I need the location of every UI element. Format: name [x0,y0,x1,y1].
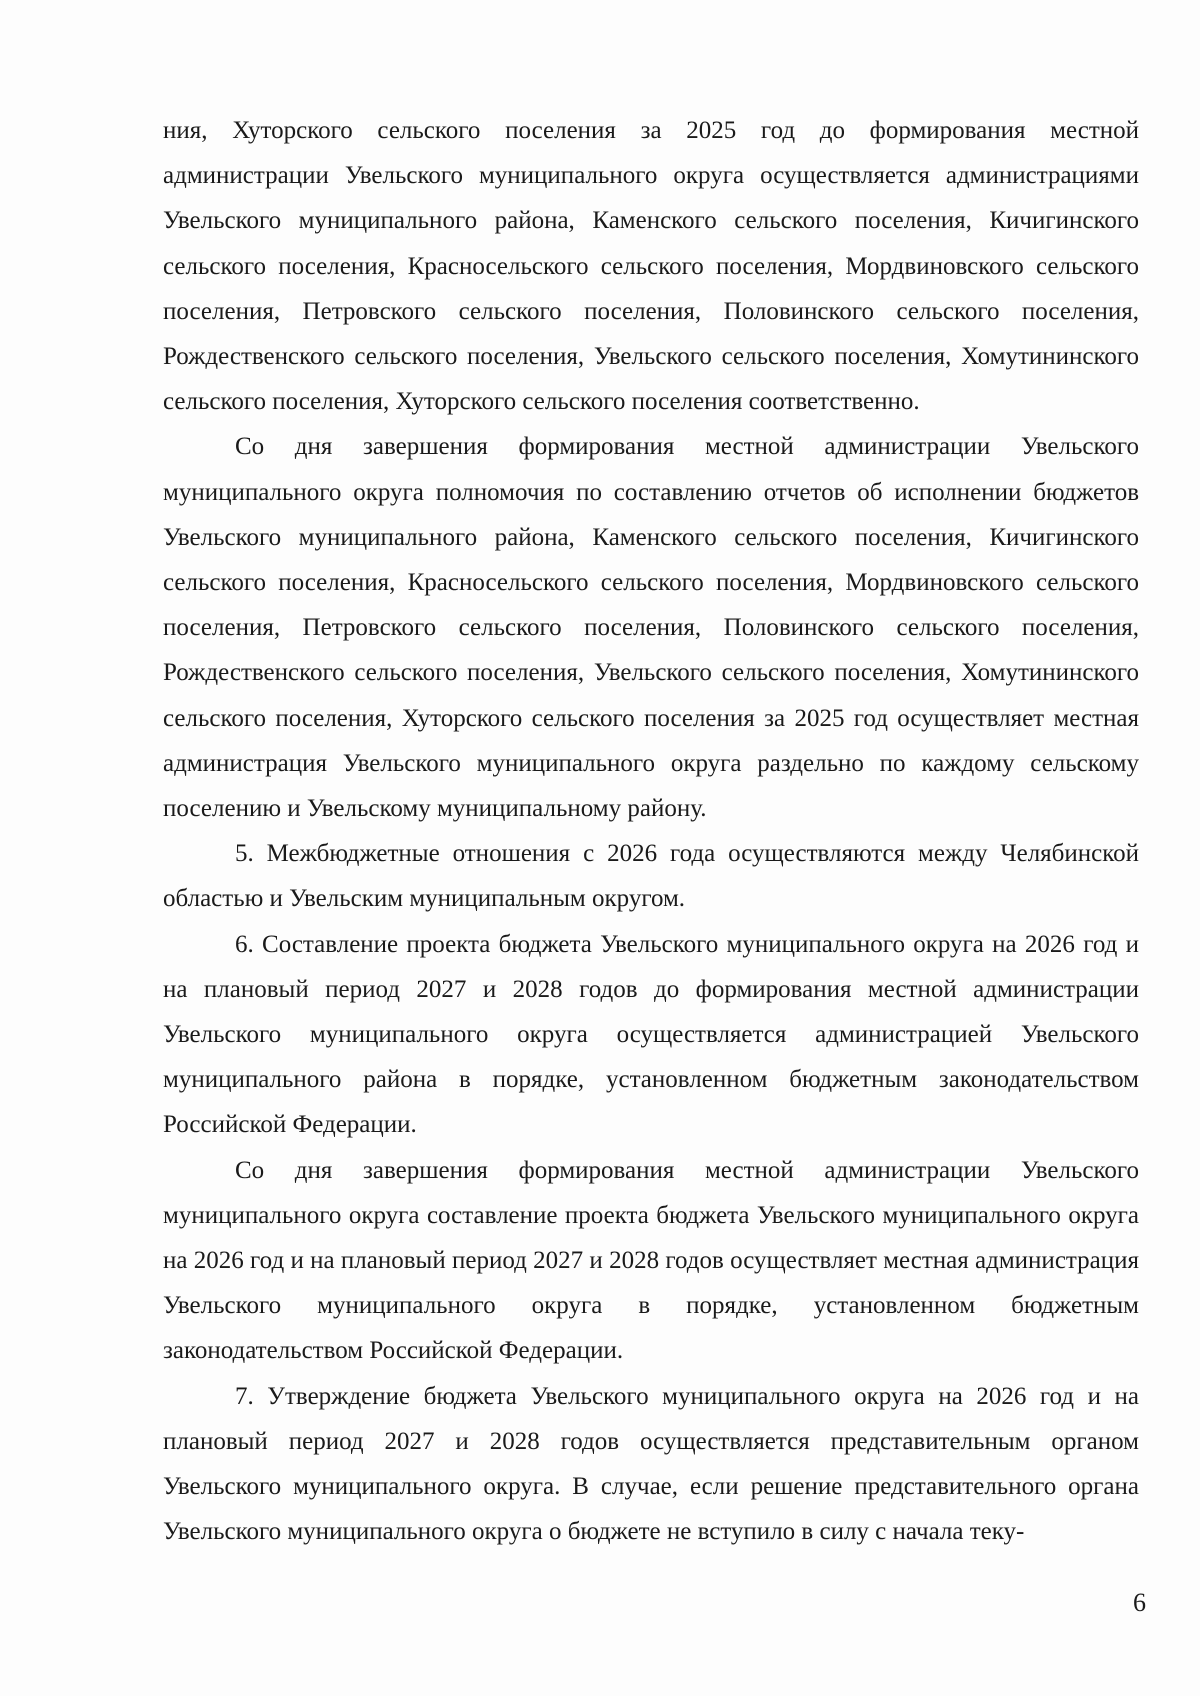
paragraph-budget-draft: Со дня завершения формирования местной администрации Увельского муниципального округа составление проекта бюджета Увельского муниципального округа на 2026 год и на плановый период 2027 и 2028 годов осуществляет местная администрация Увельского муниципального округа в порядке, установленном бюджетным законодательством Российской Федерации. [163,1156,1139,1365]
paragraph-item-7: 7. Утверждение бюджета Увельского муниципального округа на 2026 год и на плановый период 2027 и 2028 годов осуществляется представительным органом Увельского муниципального округа. В случае, если решение представительного органа Увельского муниципального округа о бюджете не вступило в силу с начала теку- [163,1382,1139,1546]
body-text [163,108,1139,1555]
page-number: 6 [1133,1588,1146,1617]
paragraph-item-6: 6. Составление проекта бюджета Увельского муниципального округа на 2026 год и на плановый период 2027 и 2028 годов до формирования местной администрации Увельского муниципального округа осуществляется администрацией Увельского муниципального района в порядке, установленном бюджетным законодательством Российской Федерации. [163,930,1139,1139]
paragraph-reporting: Со дня завершения формирования местной администрации Увельского муниципального округа полномочия по составлению отчетов об исполнении бюджетов Увельского муниципального района, Каменского сельского поселения, Кичигинского сельского поселения, Красносельского сельского поселения, Мордвиновского сельского поселения, Петровского сельского поселения, Половинского сельского поселения, Рождественского сельского поселения, Увельского сельского поселения, Хомутининского сельского поселения, Хуторского сельского поселения за 2025 год осуществляет местная администрация Увельского муниципального округа раздельно по каждому сельскому поселению и Увельскому муниципальному району. [163,433,1139,823]
paragraph-continuation: ния, Хуторского сельского поселения за 2025 год до формирования местной администрации Увельского муниципального округа осуществляется администрациями Увельского муниципального района, Каменского сельского поселения, Кичигинского сельского поселения, Красносельского сельского поселения, Мордвиновского сельского поселения, Петровского сельского поселения, Половинского сельского поселения, Рождественского сельского поселения, Увельского сельского поселения, Хомутининского сельского поселения, Хуторского сельского поселения соответственно. [163,117,1139,416]
paragraph-item-5: 5. Межбюджетные отношения с 2026 года осуществляются между Челябинской областью и Увельским муниципальным округом. [163,840,1139,913]
